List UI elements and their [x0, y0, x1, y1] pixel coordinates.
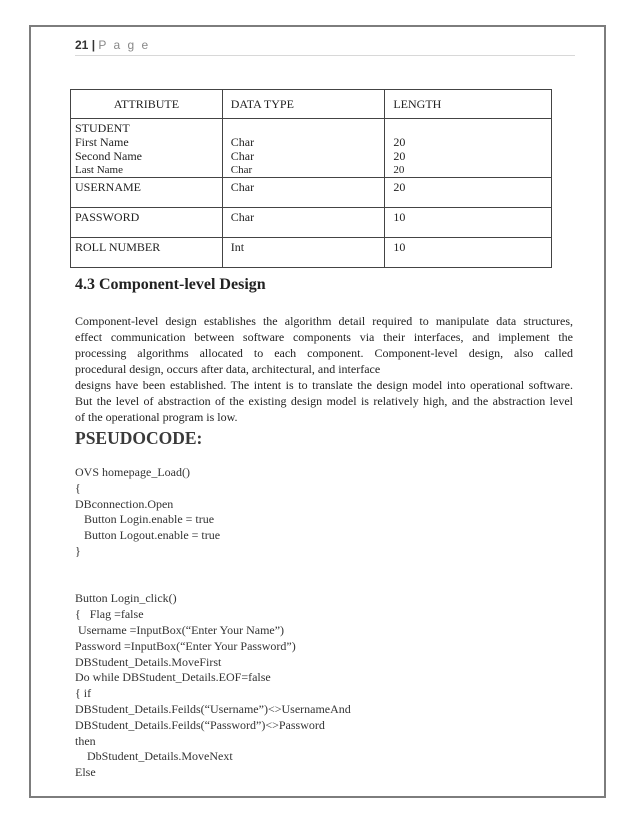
length-first-name: 20: [393, 135, 406, 149]
table-header-row: [71, 90, 552, 119]
code-line: [75, 560, 575, 576]
code-line: DBconnection.Open: [75, 496, 174, 511]
table-cell-length: 10: [385, 208, 552, 238]
table-cell-length: 20: [385, 178, 552, 208]
student-lengths-cell: [385, 119, 552, 178]
code-line: OVS homepage_Load(): [75, 465, 190, 479]
table-row: [71, 178, 552, 208]
header-separator: |: [91, 38, 96, 52]
table-row: [71, 208, 552, 238]
paragraph-line: effect communication between software components via their interfaces, and implement the: [75, 330, 573, 344]
section-title: 4.3 Component-level Design: [75, 276, 266, 293]
section-paragraph: [75, 313, 573, 425]
paragraph-line: But the level of abstraction of the existing design model is relatively high, and the abstraction level: [75, 394, 573, 408]
type-last-name: Char: [230, 164, 253, 176]
type-first-name: Char: [230, 135, 255, 149]
code-line: { Flag =false: [75, 607, 144, 622]
code-line: }: [75, 543, 81, 558]
code-line: Else: [75, 765, 96, 780]
page-header: [75, 38, 575, 52]
paragraph-line: designs have been established. The intent is to translate the design model into operational software.: [75, 378, 573, 392]
code-line: {: [75, 480, 81, 495]
table-cell-type: Int: [222, 238, 385, 268]
paragraph-line: procedural design, occurs after data, architectural, and interface: [75, 362, 381, 376]
length-last-name: 20: [393, 164, 405, 176]
header-rule: [75, 55, 575, 56]
code-line: then: [75, 733, 96, 748]
table-cell-type: Char: [222, 208, 385, 238]
pseudocode-title: PSEUDOCODE:: [75, 428, 203, 448]
table-cell-type: Char: [222, 178, 385, 208]
attr-first-name: First Name: [75, 135, 129, 149]
table-row-student: [71, 119, 552, 178]
table-cell-length: 10: [385, 238, 552, 268]
header-attribute: ATTRIBUTE: [71, 90, 223, 119]
code-line: [75, 576, 575, 592]
table-row: [71, 238, 552, 268]
code-line: DbStudent_Details.MoveNext: [75, 749, 233, 764]
code-line: DBStudent_Details.Feilds(“Username”)<>UsernameAnd: [75, 701, 351, 716]
paragraph-line: processing algorithms allocated to each component. Component-level design, also called: [75, 346, 573, 360]
code-line: DBStudent_Details.MoveFirst: [75, 654, 222, 669]
code-line: Do while DBStudent_Details.EOF=false: [75, 670, 271, 685]
attr-student: STUDENT: [75, 121, 130, 135]
student-types-cell: [222, 119, 385, 178]
code-line: Username =InputBox(“Enter Your Name”): [75, 622, 285, 637]
table-cell-attribute: PASSWORD: [71, 208, 223, 238]
type-second-name: Char: [230, 149, 255, 163]
header-data-type: DATA TYPE: [222, 90, 385, 119]
attribute-table: [70, 89, 552, 268]
paragraph-line: of the operational program is low.: [75, 410, 238, 424]
header-length: LENGTH: [385, 90, 552, 119]
length-second-name: 20: [393, 149, 406, 163]
table-cell-attribute: USERNAME: [71, 178, 223, 208]
code-line: Button Logout.enable = true: [75, 528, 221, 543]
code-line: { if: [75, 686, 92, 701]
attr-last-name: Last Name: [75, 164, 123, 176]
code-line: DBStudent_Details.Feilds(“Password”)<>Password: [75, 717, 325, 732]
page-label: P a g e: [98, 38, 151, 52]
attr-second-name: Second Name: [75, 149, 142, 163]
page-number: 21: [75, 38, 89, 52]
table-cell-attribute: ROLL NUMBER: [71, 238, 223, 268]
paragraph-line: Component-level design establishes the algorithm detail required to manipulate data structures,: [75, 314, 573, 328]
code-line: Button Login_click(): [75, 591, 177, 606]
student-attributes-cell: [71, 119, 223, 178]
code-line: Button Login.enable = true: [75, 512, 215, 527]
code-line: Password =InputBox(“Enter Your Password”): [75, 638, 296, 653]
pseudocode-block: [75, 465, 575, 781]
